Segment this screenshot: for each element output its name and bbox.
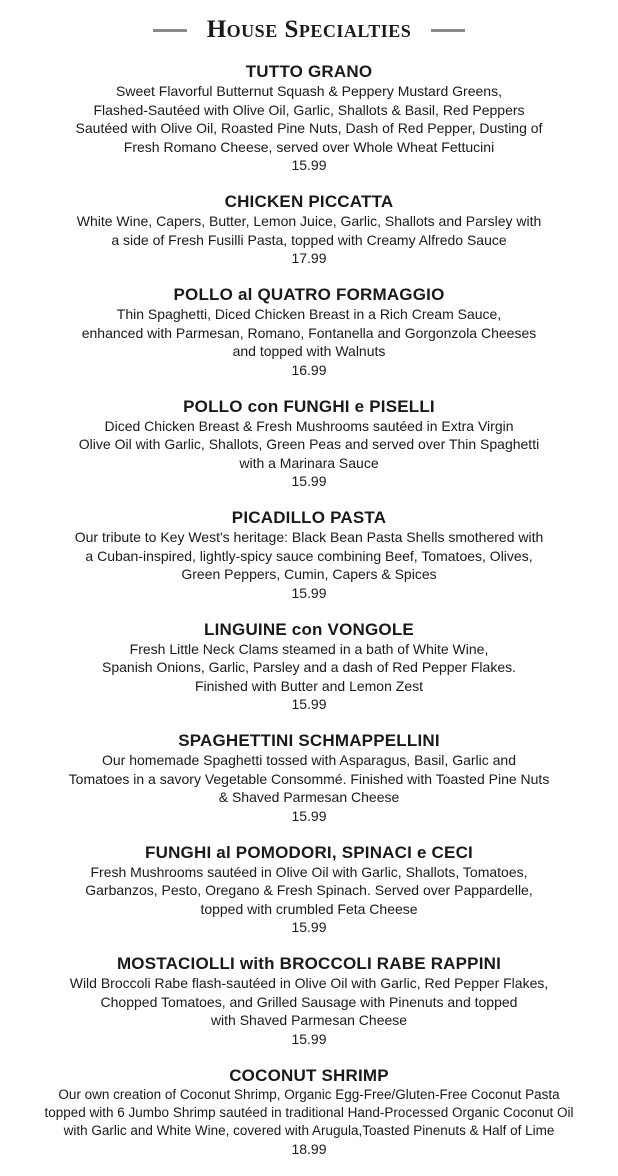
description-line: Garbanzos, Pesto, Oregano & Fresh Spinach. Served over Pappardelle,	[85, 882, 533, 898]
description-line: Chopped Tomatoes, and Grilled Sausage with Pinenuts and topped	[100, 993, 518, 1010]
description-line: Thin Spaghetti, Diced Chicken Breast in a Rich Cream Sauce,	[116, 306, 502, 322]
description-line: Sweet Flavorful Butternut Squash & Peppery Mustard Greens,	[116, 83, 502, 99]
section-title: House Specialties	[206, 16, 412, 43]
description-line: Finished with Butter and Lemon Zest	[194, 677, 423, 694]
dish-price: 15.99	[291, 919, 327, 935]
description-line: with Garlic and White Wine, covered with Arugula,Toasted Pinenuts & Half of Lime	[63, 1122, 555, 1138]
description-line: Fresh Little Neck Clams steamed in a bath of White Wine,	[129, 640, 489, 657]
menu-item	[0, 1066, 618, 1158]
dish-name: LINGUINE con VONGOLE	[204, 619, 414, 639]
menu-item	[0, 62, 618, 174]
header-rule-right	[431, 29, 465, 32]
dish-description	[0, 751, 618, 807]
dish-price: 17.99	[291, 250, 327, 266]
description-line: Our own creation of Coconut Shrimp, Organic Egg-Free/Gluten-Free Coconut Pasta	[58, 1086, 560, 1102]
description-line: topped with 6 Jumbo Shrimp sautéed in traditional Hand-Processed Organic Coconut Oil	[44, 1104, 574, 1120]
description-line: with Shaved Parmesan Cheese	[210, 1012, 408, 1028]
dish-price: 15.99	[291, 584, 327, 601]
dish-name: TUTTO GRANO	[245, 62, 373, 81]
menu-item	[0, 620, 618, 714]
section-header	[0, 12, 618, 48]
description-line: enhanced with Parmesan, Romano, Fontanella and Gorgonzola Cheeses	[81, 324, 537, 341]
menu-item	[0, 954, 618, 1048]
dish-description	[0, 1086, 618, 1140]
dish-description	[0, 417, 618, 473]
dish-description	[0, 974, 618, 1030]
dish-price: 16.99	[291, 361, 327, 378]
description-line: Our homemade Spaghetti tossed with Asparagus, Basil, Garlic and	[102, 752, 516, 768]
dish-description	[0, 212, 618, 249]
dish-price: 15.99	[291, 807, 327, 824]
description-line: Spanish Onions, Garlic, Parsley and a dash of Red Pepper Flakes.	[102, 659, 516, 675]
dish-description	[0, 82, 618, 156]
dish-description	[0, 305, 618, 361]
dish-price: 18.99	[291, 1140, 327, 1157]
description-line: Flashed-Sautéed with Olive Oil, Garlic, Shallots & Basil, Red Peppers	[93, 101, 525, 118]
dish-price: 15.99	[291, 1030, 327, 1047]
description-line: with a Marinara Sauce	[239, 454, 379, 471]
description-line: Olive Oil with Garlic, Shallots, Green Peas and served over Thin Spaghetti	[78, 436, 540, 452]
description-line: Fresh Romano Cheese, served over Whole Wheat Fettucini	[123, 138, 495, 155]
menu-item	[0, 508, 618, 602]
description-line: Our tribute to Key West's heritage: Black Bean Pasta Shells smothered with	[74, 529, 544, 545]
dish-name: CHICKEN PICCATTA	[224, 192, 394, 211]
dish-name: POLLO al QUATRO FORMAGGIO	[173, 285, 445, 304]
description-line: Sautéed with Olive Oil, Roasted Pine Nuts, Dash of Red Pepper, Dusting of	[75, 120, 543, 136]
menu-item	[0, 285, 618, 379]
description-line: Fresh Mushrooms sautéed in Olive Oil with Garlic, Shallots, Tomatoes,	[90, 863, 528, 880]
dish-name: POLLO con FUNGHI e PISELLI	[183, 396, 435, 416]
description-line: a Cuban-inspired, lightly-spicy sauce combining Beef, Tomatoes, Olives,	[85, 547, 533, 564]
menu-item	[0, 397, 618, 491]
menu-item	[0, 843, 618, 937]
description-line: Tomatoes in a savory Vegetable Consommé. Finished with Toasted Pine Nuts	[68, 770, 550, 787]
dish-name: MOSTACIOLLI with BROCCOLI RABE RAPPINI	[116, 954, 502, 973]
dish-description	[0, 528, 618, 584]
dish-price: 15.99	[291, 473, 327, 489]
dish-name: COCONUT SHRIMP	[229, 1065, 389, 1085]
description-line: topped with crumbled Feta Cheese	[200, 900, 418, 917]
header-rule-left	[153, 29, 187, 32]
description-line: and topped with Walnuts	[232, 343, 386, 359]
dish-name: PICADILLO PASTA	[231, 508, 387, 527]
menu-item-list	[0, 62, 618, 1176]
description-line: Diced Chicken Breast & Fresh Mushrooms sautéed in Extra Virgin	[104, 417, 514, 434]
description-line: Green Peppers, Cumin, Capers & Spices	[181, 566, 437, 582]
description-line: Wild Broccoli Rabe flash-sautéed in Olive Oil with Garlic, Red Pepper Flakes,	[69, 975, 549, 991]
dish-description	[0, 863, 618, 919]
menu-item	[0, 731, 618, 825]
menu-item	[0, 192, 618, 267]
description-line: & Shaved Parmesan Cheese	[218, 789, 400, 805]
dish-description	[0, 640, 618, 696]
dish-price: 15.99	[291, 696, 327, 712]
dish-name: SPAGHETTINI SCHMAPPELLINI	[178, 731, 440, 750]
description-line: White Wine, Capers, Butter, Lemon Juice, Garlic, Shallots and Parsley with	[76, 213, 542, 229]
description-line: a side of Fresh Fusilli Pasta, topped with Creamy Alfredo Sauce	[111, 231, 507, 248]
dish-name: FUNGHI al POMODORI, SPINACI e CECI	[145, 842, 473, 862]
dish-price: 15.99	[291, 157, 327, 173]
